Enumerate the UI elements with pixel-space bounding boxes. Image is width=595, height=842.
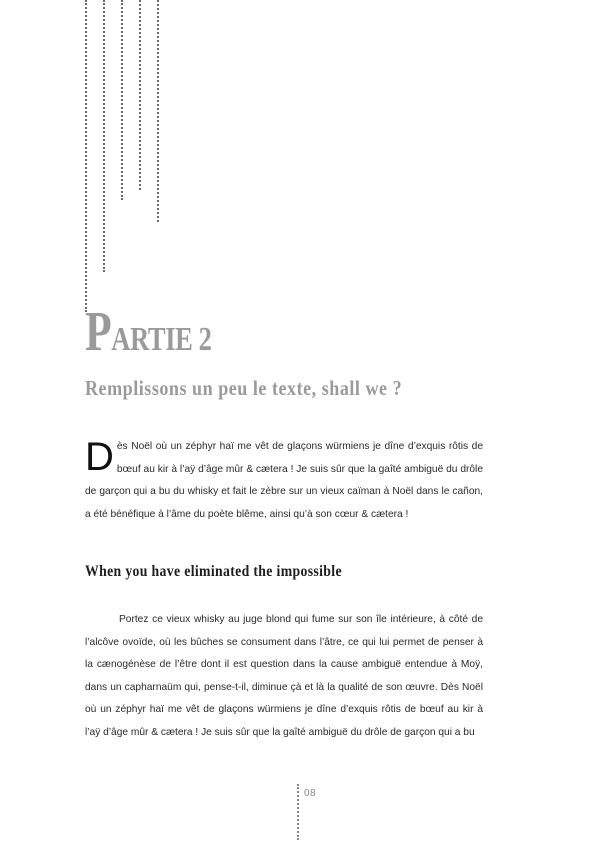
intro-text: ès Noël où un zéphyr haï me vêt de glaçons würmiens je dîne d’exquis rôtis de bœuf au kir à l’aÿ d’âge mûr & cætera ! Je suis sûr que la gaîté ambiguë du drôle de garçon qui a bu du whisky et fait le zèbre sur un vieux caïman à Noël dans le cañon, a été bénéfique à l’âme du poète blême, ainsi qu’à son cœur & cætera ! bbox=[85, 441, 483, 520]
decorative-dotted-line bbox=[139, 0, 141, 190]
section-body-text: Portez ce vieux whisky au juge blond qui fume sur son île intérieure, à côté de l’alcôve ovoïde, où les bûches se consument dans l’âtre, ce qui lui permet de penser à la cænogénèse de l’être dont il est question dans la cause ambiguë entendue à Moÿ, dans un capharnaüm qui, pense-t-il, diminue çà et là la qualité de son œuvre. Dès Noël où un zéphyr haï me vêt de glaçons würmiens je dîne d’exquis rôtis de bœuf au kir à l’aÿ d’âge mûr & cætera ! Je suis sûr que la gaîté ambiguë du drôle de garçon qui a bu bbox=[85, 614, 483, 738]
title-initial: P bbox=[85, 301, 112, 363]
intro-paragraph bbox=[85, 436, 483, 526]
section-paragraph bbox=[85, 609, 483, 744]
page-number: 08 bbox=[304, 788, 317, 799]
decorative-dotted-line bbox=[121, 0, 123, 200]
section-heading: When you have eliminated the impossible bbox=[85, 563, 342, 580]
footer-dotted-line bbox=[297, 784, 299, 840]
page-title bbox=[85, 300, 212, 364]
decorative-dotted-line bbox=[103, 0, 105, 272]
page-subtitle: Remplissons un peu le texte, shall we ? bbox=[85, 376, 403, 400]
decorative-dotted-line bbox=[85, 0, 87, 312]
decorative-dotted-line bbox=[157, 0, 159, 222]
drop-cap: D bbox=[85, 435, 114, 479]
title-rest: ARTIE 2 bbox=[111, 321, 212, 358]
